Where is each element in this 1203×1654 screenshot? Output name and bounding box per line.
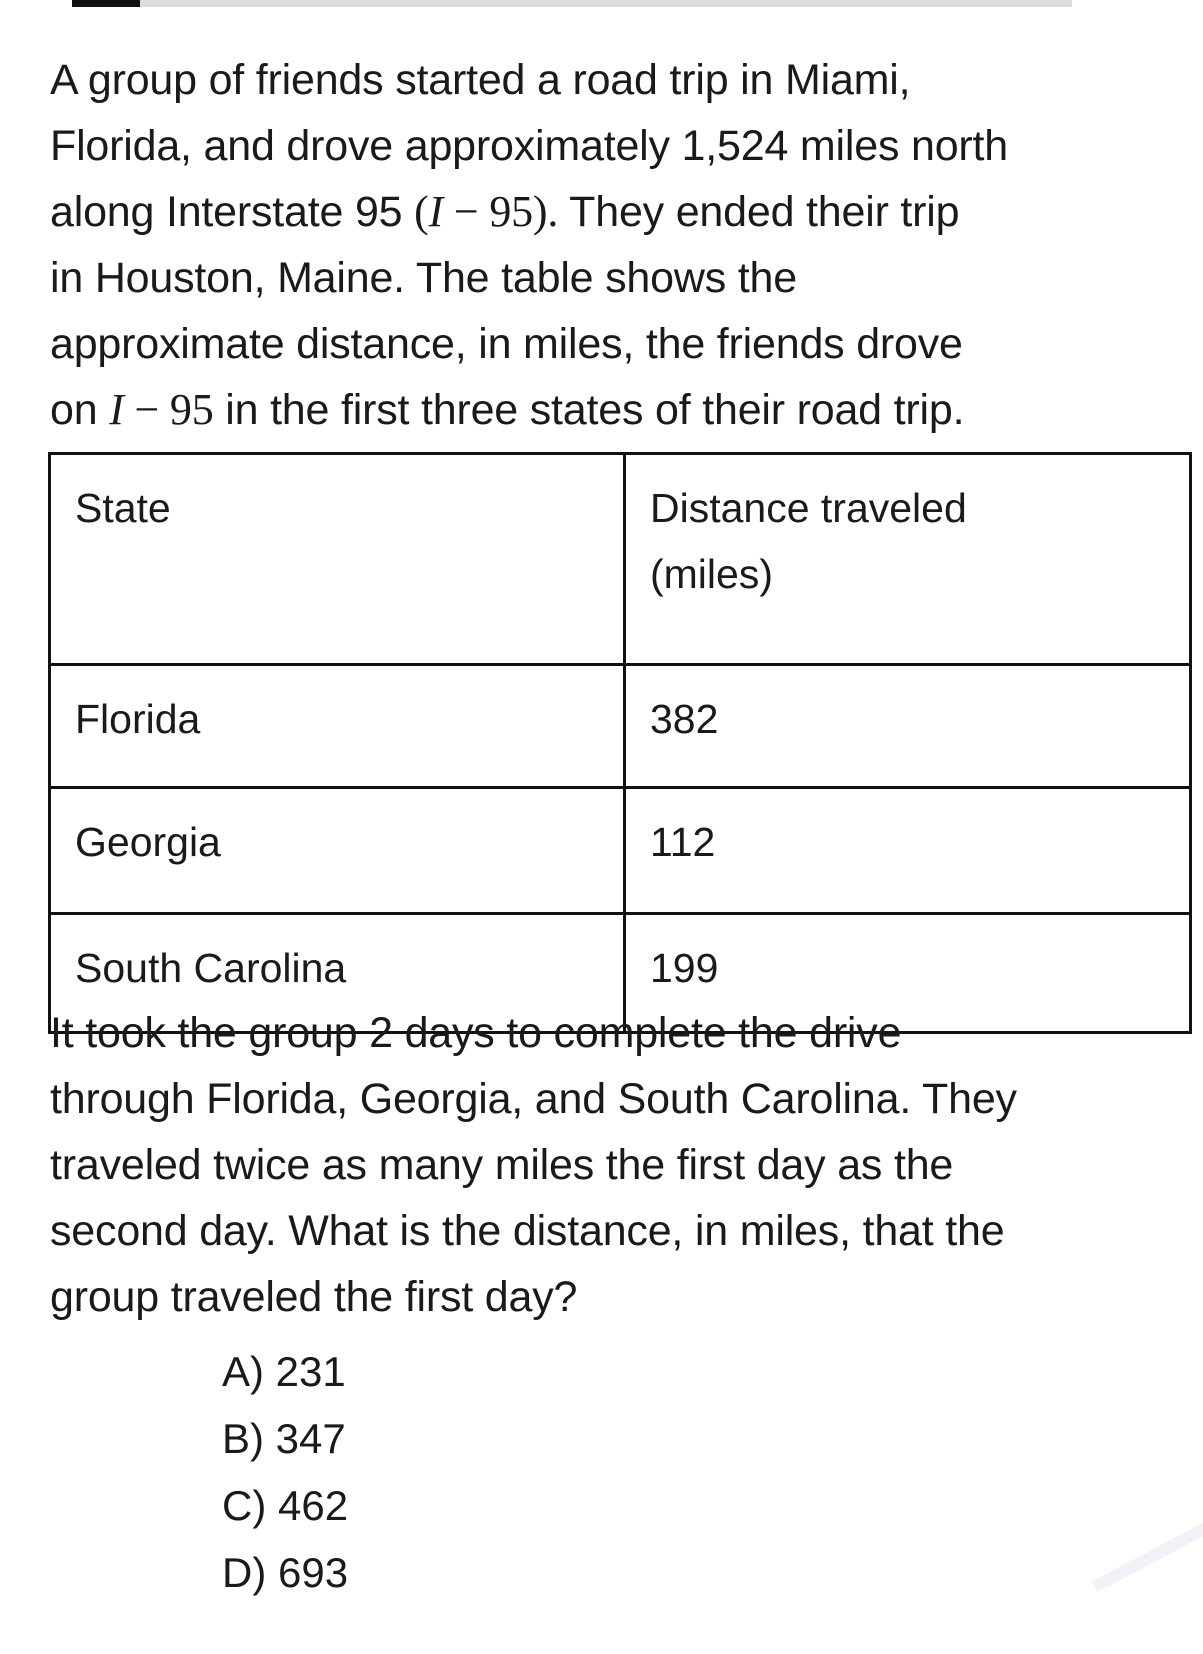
header-distance-line2: (miles) bbox=[650, 551, 773, 597]
intro-line: Florida, and drove approximately 1,524 miles north bbox=[50, 122, 1009, 170]
question-prompt bbox=[50, 1000, 1160, 1330]
question-intro bbox=[50, 47, 1160, 443]
distance-table bbox=[48, 452, 1192, 1034]
prompt-line: group traveled the first day? bbox=[50, 1273, 578, 1321]
intro-text: along Interstate 95 bbox=[50, 188, 403, 236]
prompt-line: It took the group 2 days to complete the drive bbox=[50, 1009, 902, 1057]
choice-a[interactable]: A) 231 bbox=[222, 1348, 346, 1395]
distance-cell: 382 bbox=[625, 665, 1191, 788]
header-distance bbox=[625, 454, 1191, 665]
distance-cell: 199 bbox=[625, 914, 1191, 1033]
top-progress-track bbox=[72, 0, 1072, 7]
intro-text: on bbox=[50, 386, 98, 434]
choice-d[interactable]: D) 693 bbox=[222, 1549, 349, 1596]
math-minus: − bbox=[453, 187, 479, 236]
table-header-row bbox=[50, 454, 1191, 665]
state-cell: South Carolina bbox=[50, 914, 625, 1033]
watermark-mark bbox=[1092, 1516, 1203, 1654]
prompt-line: traveled twice as many miles the first day as the bbox=[50, 1141, 954, 1189]
choice-c[interactable]: C) 462 bbox=[222, 1482, 349, 1529]
prompt-line: second day. What is the distance, in miles, that the bbox=[50, 1207, 1005, 1255]
intro-line bbox=[50, 179, 1160, 245]
top-progress-fill bbox=[72, 0, 140, 7]
prompt-line: through Florida, Georgia, and South Carolina. They bbox=[50, 1075, 1017, 1123]
math-expression bbox=[414, 187, 558, 236]
answer-choices bbox=[222, 1338, 348, 1606]
state-cell: Florida bbox=[50, 665, 625, 788]
state-cell: Georgia bbox=[50, 788, 625, 914]
header-state: State bbox=[50, 454, 625, 665]
math-paren: ( bbox=[414, 187, 429, 236]
choice-b[interactable]: B) 347 bbox=[222, 1415, 346, 1462]
math-number: 95 bbox=[489, 187, 533, 236]
table-row bbox=[50, 788, 1191, 914]
distance-cell: 112 bbox=[625, 788, 1191, 914]
math-var: I bbox=[109, 385, 124, 434]
intro-line bbox=[50, 377, 1160, 443]
intro-line: approximate distance, in miles, the friends drove bbox=[50, 320, 963, 368]
intro-text: They ended their trip bbox=[569, 188, 960, 236]
math-var: I bbox=[428, 187, 444, 236]
math-number: 95 bbox=[169, 385, 214, 434]
math-expression bbox=[109, 385, 213, 434]
intro-line: A group of friends started a road trip in Miami, bbox=[50, 56, 911, 104]
math-minus: − bbox=[134, 385, 160, 434]
intro-line: in Houston, Maine. The table shows the bbox=[50, 254, 797, 302]
header-distance-line1: Distance traveled bbox=[650, 485, 967, 531]
table-row bbox=[50, 665, 1191, 788]
math-paren: ). bbox=[532, 187, 559, 236]
intro-text: in the first three states of their road trip. bbox=[225, 386, 965, 434]
